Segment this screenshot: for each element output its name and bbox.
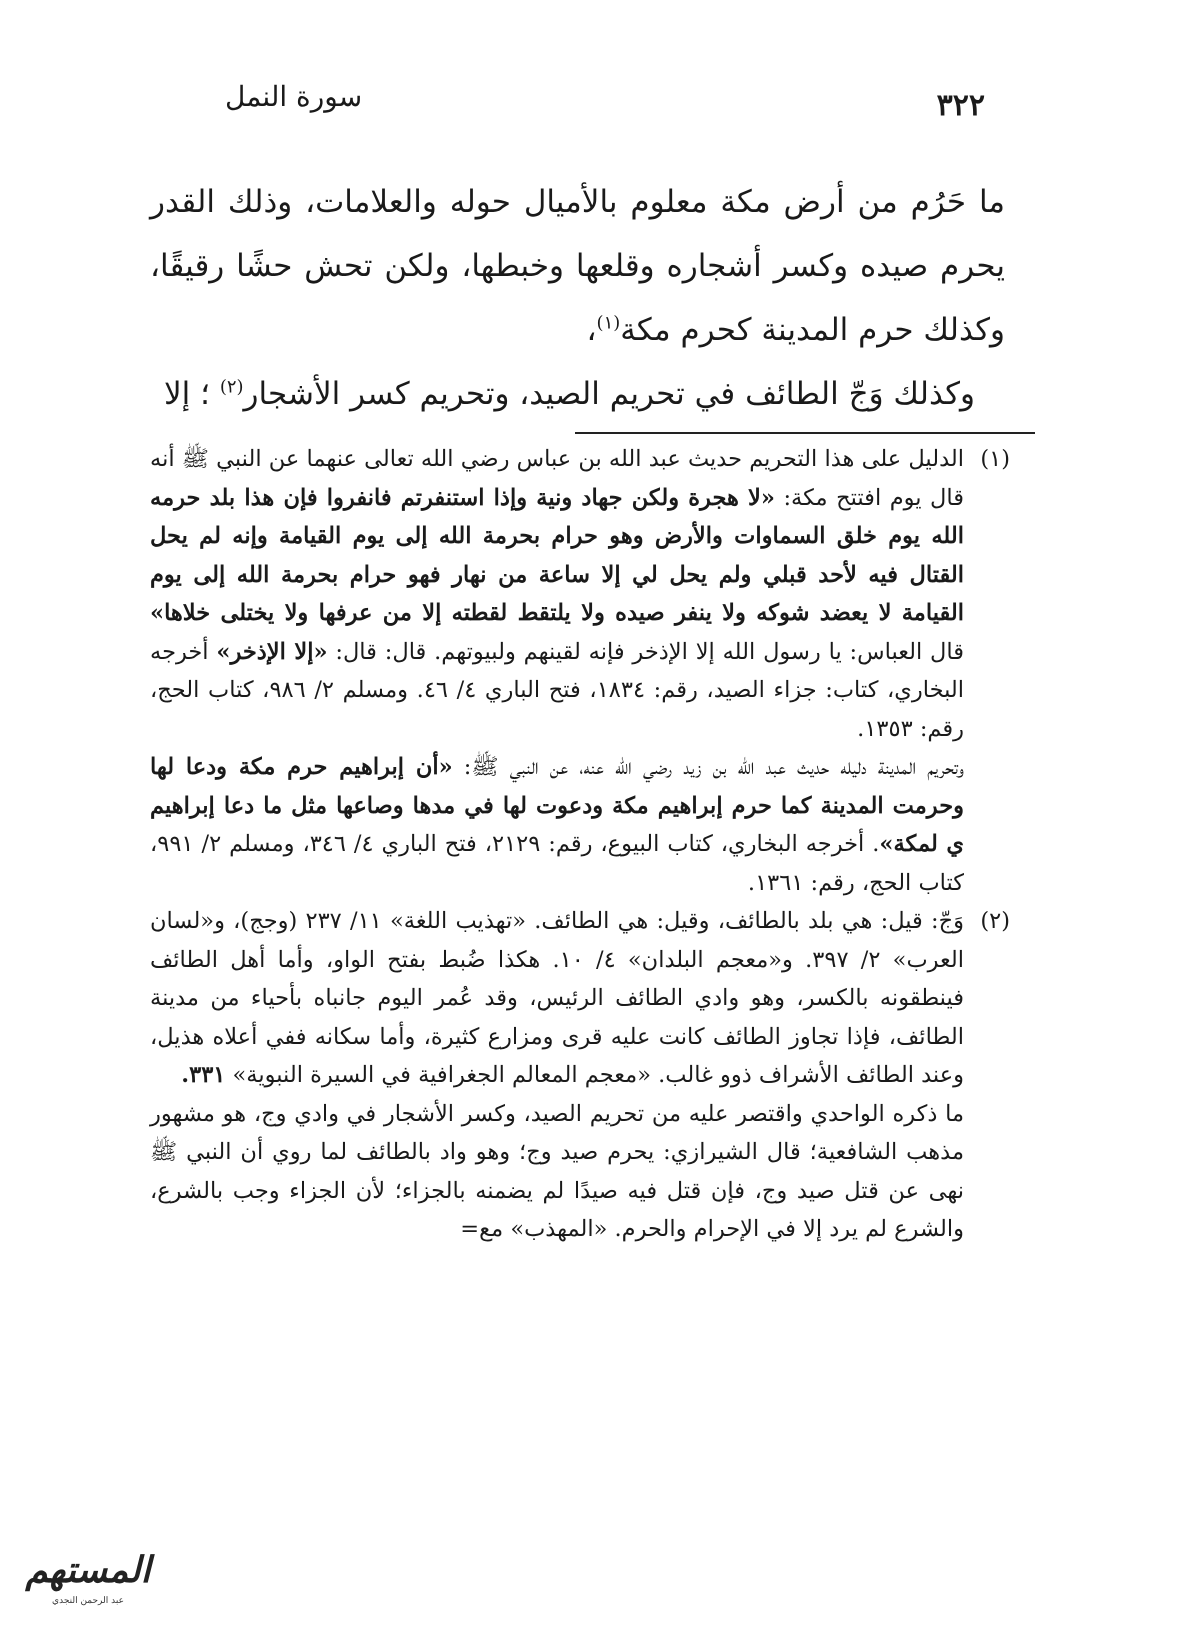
watermark-logo: المستهم [25, 1549, 151, 1591]
footnote-2 [150, 902, 1010, 1095]
footnote-2-number: (٢) [980, 908, 1010, 934]
footnote-2-text-c: ما ذكره الواحدي واقتصر عليه من تحريم الصيد، وكسر الأشجار في وادي وج، هو مشهور مذهب الشافعية؛ قال الشيرازي: يحرم صيد وج؛ وهو واد بالطائف لما روي أن النبي ﷺ نهى عن قتل صيد وج، فإن قتل فيه صيدًا لم يضمنه بالجزاء؛ لأن الجزاء وجب بالشرع، والشرع لم يرد إلا في الإحرام والحرم. «المهذب» مع= [150, 1100, 964, 1242]
footnote-2-text-b: ٣٣١. [181, 1062, 226, 1088]
footnote-divider [575, 432, 1035, 434]
footnote-1-text-f: وتحريم المدينة دليله حديث عبد الله بن زيد رضي الله عنه، عن النبي ﷺ: [452, 754, 964, 780]
watermark-subtitle: عبد الرحمن النجدي [52, 1596, 124, 1606]
main-paragraph-2 [150, 362, 1005, 426]
main-paragraph-1 [150, 170, 1005, 362]
footnote-1-text-c: قال العباس: يا رسول الله إلا الإذخر فإنه لقينهم ولبيوتهم. قال: قال: [327, 638, 965, 665]
main-text [150, 170, 1005, 426]
main-paragraph-1-text: ما حَرُم من أرض مكة معلوم بالأميال حوله والعلامات، وذلك القدر يحرم صيده وكسر أشجاره وقلعها وخبطها، ولكن تحش حشًا رقيقًا، وكذلك حرم المدينة كحرم مكة [150, 184, 1005, 348]
main-paragraph-1-end: ، [586, 312, 597, 348]
footnote-ref-1[interactable]: (١) [596, 312, 621, 334]
main-paragraph-2-end: ؛ إلا [163, 376, 210, 412]
page-number: ٣٢٢ [936, 88, 985, 123]
main-paragraph-2-text: وكذلك وَجّ الطائف في تحريم الصيد، وتحريم كسر الأشجار [243, 376, 975, 412]
footnote-1-number: (١) [980, 446, 1010, 472]
footnote-1-hadith-a: «لا هجرة ولكن جهاد ونية وإذا استنفرتم فانفروا فإن هذا بلد حرمه الله يوم خلق السماوات والأرض وهو حرام بحرمة الله إلى يوم القيامة وإنه لم يحل القتال فيه لأحد قبلي ولم يحل لي إلا ساعة من نهار فهو حرام بحرمة الله إلى يوم القيامة لا يعضد شوكه ولا ينفر صيده ولا يلتقط لقطته إلا من عرفها ولا يختلى خلاها» [150, 484, 964, 626]
footnote-2-text-a: وَجّ: قيل: هي بلد بالطائف، وقيل: هي الطائف. «تهذيب اللغة» ١١/ ٢٣٧ (وجج)، و«لسان العرب» ٢/ ٣٩٧. و«معجم البلدان» ٤/ ١٠. هكذا ضُبط بفتح الواو، وأما أهل الطائف فينطقونه بالكسر، وهو وادي الطائف الرئيس، وقد عُمر اليوم جانباه بأحياء من مدينة الطائف، فإذا تجاوز الطائف كانت عليه قرى ومزارع كثيرة، وأما سكانه ففي أعلاه هذيل، وعند الطائف الأشراف ذوو غالب. «معجم المعالم الجغرافية في السيرة النبوية» [150, 908, 965, 1088]
footnote-1-continuation [150, 748, 1010, 902]
footnote-ref-2[interactable]: (٢) [219, 376, 244, 398]
footnote-1-hadith-b: «إلا الإذخر» [216, 638, 328, 665]
surah-title: سورة النمل [225, 80, 363, 113]
footnote-1-text-h: . أخرجه البخاري، كتاب البيوع، رقم: ٢١٢٩، فتح الباري ٤/ ٣٤٦، ومسلم ٢/ ٩٩١، كتاب الحج، رقم: ١٣٦١. [150, 831, 964, 896]
footnote-1-text-e: أخرجه البخاري، كتاب: جزاء الصيد، رقم: ١٨٣٤، فتح الباري ٤/ ٤٦. ومسلم ٢/ ٩٨٦، كتاب الحج، رقم: ١٣٥٣. [150, 638, 965, 742]
footnotes [150, 440, 1010, 1249]
footnote-1-hadith-c: «أن إبراهيم حرم مكة ودعا لها وحرمت المدينة كما حرم إبراهيم مكة ودعوت لها في مدها وصاعها مثل ما دعا إبراهيم ي لمكة» [150, 754, 965, 857]
footnote-1 [150, 440, 1010, 748]
watermark-stamp [8, 1545, 168, 1635]
page-header [225, 70, 985, 130]
footnote-2-continuation [150, 1095, 1010, 1249]
footnote-1-text-a: الدليل على هذا التحريم حديث عبد الله بن عباس رضي الله تعالى عنهما عن النبي ﷺ أنه قال يوم افتتح مكة: [150, 446, 964, 511]
